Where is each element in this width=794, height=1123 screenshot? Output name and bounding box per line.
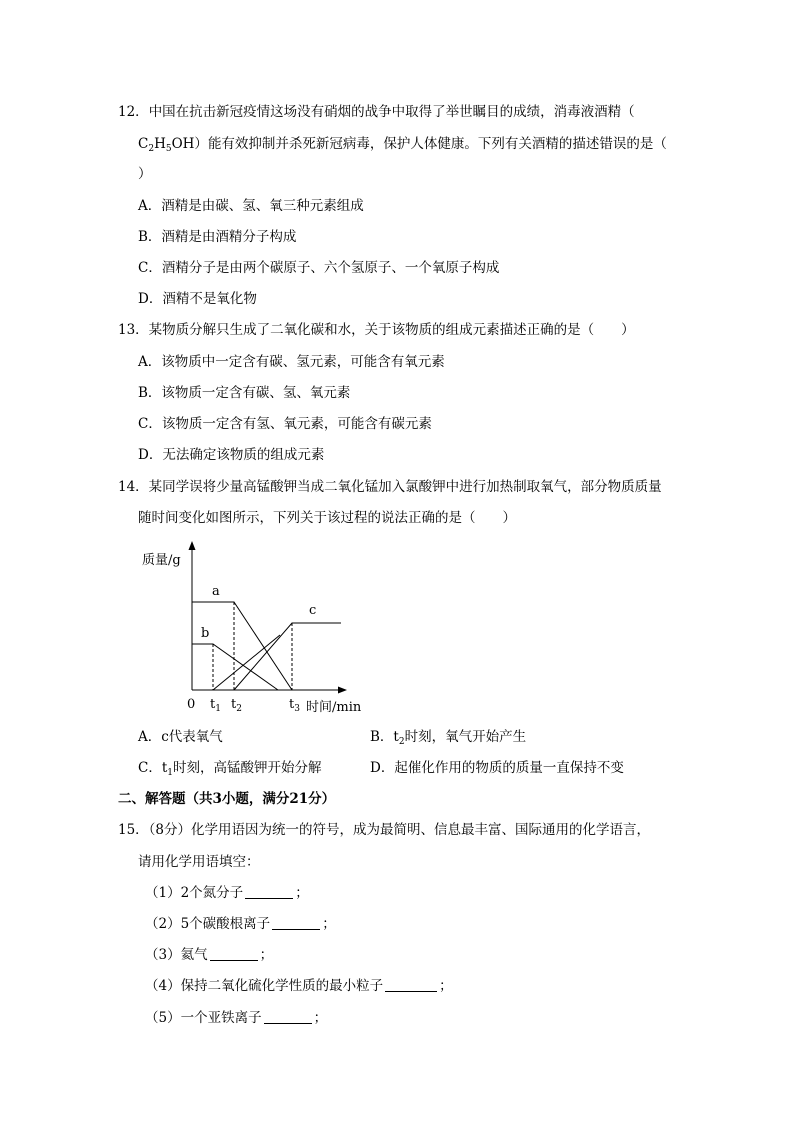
q13-option-a[interactable]: A．该物质中一定含有碳、氢元素，可能含有氧元素	[138, 354, 445, 370]
answer-blank-3[interactable]	[210, 946, 258, 961]
q12-line2	[138, 135, 667, 158]
curve-a-label: a	[212, 584, 220, 599]
q15-item-3: （3）氦气 ；	[145, 947, 274, 963]
t2-label: $t_2$	[231, 697, 242, 714]
q14-option-b[interactable]: B．$t_2$时刻，氧气开始产生	[370, 729, 527, 747]
t3-label: $t_3$	[289, 697, 300, 714]
x-axis-arrow	[338, 687, 347, 694]
q12-option-d[interactable]: D．酒精不是氧化物	[138, 291, 257, 307]
curve-b-label: b	[201, 626, 210, 641]
formula-c: C	[138, 136, 149, 152]
formula-h: H	[154, 136, 166, 152]
answer-blank-1[interactable]	[245, 884, 293, 899]
mass-time-chart	[130, 535, 370, 720]
q12-line1	[118, 103, 635, 121]
q12-option-a[interactable]: A．酒精是由碳、氢、氧三种元素组成	[138, 198, 364, 214]
curve-c-label: c	[309, 603, 317, 618]
q14-stem-line1: 14．某同学误将少量高锰酸钾当成二氧化锰加入氯酸钾中进行加热制取氧气，部分物质质量	[118, 479, 662, 495]
y-axis-label: 质量/g	[142, 553, 181, 568]
q12-line3: ）	[138, 166, 152, 182]
y-axis-arrow	[189, 541, 196, 550]
curve-b	[192, 644, 278, 690]
t1-label: $t_1$	[210, 697, 221, 714]
q14-stem-line2: 随时间变化如图所示，下列关于该过程的说法正确的是（ ）	[138, 510, 516, 526]
curve-a	[192, 602, 292, 690]
section2-title: 二、解答题（共3小题，满分21分）	[118, 791, 336, 807]
q13-option-c[interactable]: C．该物质一定含有氢、氧元素，可能含有碳元素	[138, 416, 432, 432]
q15-item-5: （5）一个亚铁离子 ；	[145, 1010, 328, 1026]
q12-stem-line1: 中国在抗击新冠疫情这场没有硝烟的战争中取得了举世瞩目的成绩，消毒液酒精（	[148, 104, 635, 120]
formula-c-sub: 2	[148, 144, 155, 154]
formula-oh: OH）	[171, 136, 208, 152]
q12-stem-line2: 能有效抑制并杀死新冠病毒，保护人体健康。下列有关酒精的描述错误的是（	[207, 136, 667, 152]
answer-blank-5[interactable]	[264, 1009, 312, 1024]
q15-stem-line1: 15．（8分）化学用语因为统一的符号，成为最简明、信息最丰富、国际通用的化学语言，	[118, 822, 651, 838]
q15-item-1: （1）2个氮分子 ；	[145, 885, 309, 901]
q14-option-d[interactable]: D．起催化作用的物质的质量一直保持不变	[370, 760, 624, 776]
q12-number: 12．	[118, 104, 149, 120]
q13-option-b[interactable]: B．该物质一定含有碳、氢、氧元素	[138, 385, 351, 401]
answer-blank-4[interactable]	[385, 977, 437, 992]
answer-blank-2[interactable]	[272, 915, 320, 930]
q14-option-c[interactable]: C．$t_1$时刻，高锰酸钾开始分解	[138, 760, 322, 778]
q15-item-2: （2）5个碳酸根离子 ；	[145, 916, 336, 932]
curve-rise-t1	[213, 635, 280, 690]
origin-label: 0	[187, 697, 196, 712]
q15-stem-line2: 请用化学用语填空：	[138, 854, 260, 870]
q14-option-a[interactable]: A．c代表氧气	[138, 729, 223, 745]
q12-option-c[interactable]: C．酒精分子是由两个碳原子、六个氢原子、一个氧原子构成	[138, 260, 500, 276]
q12-option-b[interactable]: B．酒精是由酒精分子构成	[138, 229, 297, 245]
x-axis-label: 时间/min	[306, 700, 362, 715]
formula-h-sub: 5	[165, 144, 172, 154]
q13-stem: 13．某物质分解只生成了二氧化碳和水，关于该物质的组成元素描述正确的是（ ）	[118, 322, 635, 338]
q15-item-4: （4）保持二氧化硫化学性质的最小粒子 ；	[145, 978, 453, 994]
q13-option-d[interactable]: D．无法确定该物质的组成元素	[138, 447, 325, 463]
curve-c	[234, 623, 341, 690]
